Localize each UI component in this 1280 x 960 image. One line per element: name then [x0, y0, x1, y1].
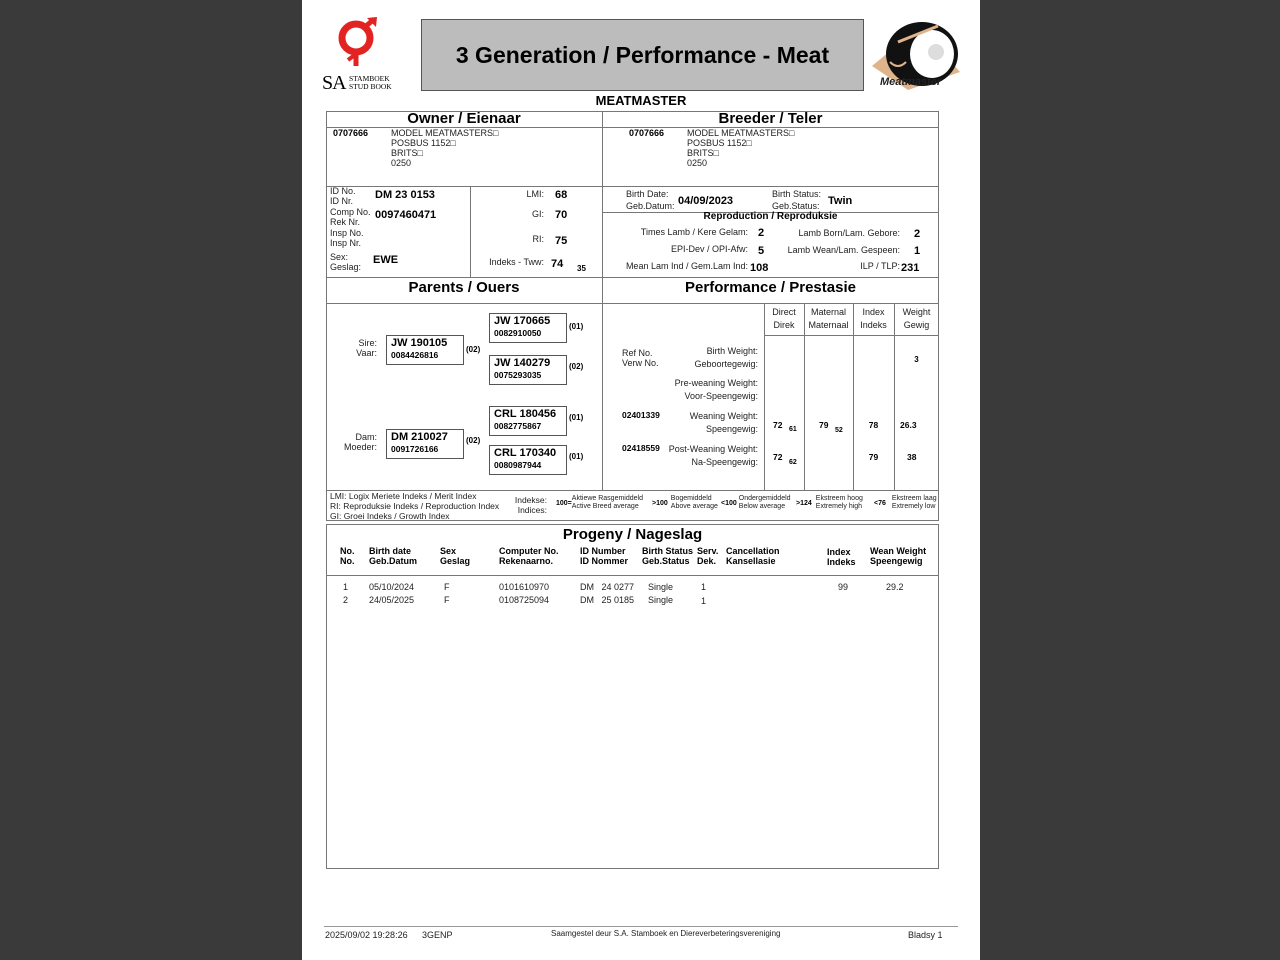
perf-row-postweaning: Post-Weaning Weight: Na-Speengewig: [668, 444, 758, 467]
computer-number: 0097460471 [375, 209, 437, 221]
birth-date: 04/09/2023 [678, 195, 734, 207]
studbook-symbol-icon [334, 16, 384, 72]
sa-studbook-logo: SA STAMBOEK STUD BOOK [322, 16, 398, 94]
owner-code: 0707666 [333, 128, 369, 138]
animal-id: DM 23 0153 [375, 189, 435, 201]
parents-heading: Parents / Ouers [408, 279, 520, 296]
legend-item: 100= Aktiewe Rasgemiddeld Active Breed average [556, 495, 643, 510]
footer-timestamp: 2025/09/02 19:28:26 [325, 930, 408, 940]
col-index: Index Indeks [860, 307, 887, 330]
lmi-value: 68 [555, 189, 568, 201]
footer-report-code: 3GENP [422, 930, 453, 940]
col-direct: Direct Direk [772, 307, 796, 330]
birth-status: Twin [828, 195, 853, 207]
col-maternal: Maternal Maternaal [808, 307, 849, 330]
perf-row-weaning: Weaning Weight: Speengewig: [689, 411, 758, 434]
tww-value: 74 [551, 258, 564, 270]
performance-heading: Performance / Prestasie [685, 279, 856, 296]
owner-address: MODEL MEATMASTERS□ POSBUS 1152□ BRITS□ 0250 [391, 128, 499, 168]
breeder-code: 0707666 [629, 128, 665, 138]
reproduction-heading: Reproduction / Reproduksie [703, 211, 838, 222]
sire-sire-box[interactable]: JW 170665 0082910050 [489, 313, 567, 343]
footer-compiled-by: Saamgestel deur S.A. Stamboek en Diereverbeteringsvereniging [551, 929, 781, 938]
gi-value: 70 [555, 209, 568, 221]
animal-sex: EWE [373, 254, 399, 266]
breeder-heading: Breeder / Teler [718, 110, 823, 127]
breeder-address: MODEL MEATMASTERS□ POSBUS 1152□ BRITS□ 0250 [687, 128, 795, 168]
mean-lam-value: 108 [750, 262, 769, 274]
postweaning-ref: 02418559 [622, 443, 660, 453]
tww-sub: 35 [577, 264, 586, 273]
sire-dam-box[interactable]: JW 140279 0075293035 [489, 355, 567, 385]
sire-box[interactable]: JW 190105 0084426816 [386, 335, 464, 365]
perf-row-birth: Birth Weight: Geboortegewig: [694, 346, 758, 369]
meatmaster-logo: Meatmaster [868, 18, 962, 92]
epi-value: 5 [758, 245, 765, 257]
dam-box[interactable]: DM 210027 0091726166 [386, 429, 464, 459]
lamb-born-value: 2 [914, 228, 921, 240]
breed-name: MEATMASTER [595, 93, 687, 108]
dam-sire-box[interactable]: CRL 180456 0082775867 [489, 406, 567, 436]
ri-value: 75 [555, 235, 568, 247]
progeny-heading: Progeny / Nageslag [562, 526, 703, 543]
owner-heading: Owner / Eienaar [407, 110, 521, 127]
report-title: 3 Generation / Performance - Meat [421, 19, 864, 91]
legend-item: >100 Bogemiddeld Above average [652, 495, 718, 510]
perf-row-preweaning: Pre-weaning Weight: Voor-Speengewig: [674, 378, 758, 401]
times-lamb-value: 2 [758, 227, 765, 239]
ilp-value: 231 [901, 262, 920, 274]
table-row[interactable]: 1 05/10/2024 F 0101610970 DM 24 0277 Single 1 99 29.2 [343, 582, 904, 592]
document-page: SA STAMBOEK STUD BOOK 3 Generation / Performance - Meat Meatmaster MEATMASTER Owner / Eienaar Breeder / Teler 0707666 MODEL MEATMASTERS□ POSBUS 1152□ BRITS□ 0250 0707666 MODEL MEATMASTERS□ POSBUS 1152□ BRITS□ 0250 ID No. ID Nr. DM 23 0153 Comp No. Rek Nr. 0097460471 Insp No. Insp Nr. Sex: Geslag: EWE LMI: 68 GI: 70 RI: 75 Indeks - Tww: 74 35 Birth Date: Geb.Datum: 04/09/2023 Birth Status: Geb.Status: Twin Reproduction / Reproduksie Times Lamb / Kere Gelam: 2 EPI-Dev / OPI-Afw: 5 Mean Lam Ind / Gem.Lam Ind: 108 Lamb Born/Lam. Gebore: 2 Lamb Wean/Lam. Gespeen: 1 ILP / TLP: 231 Parents / Ouers Performance / Prestasie Sire: Vaar: JW 190105 0084426816 (02) JW 170665 0082910050 (01) JW 140279 0075293035 (02) Dam: Moeder: DM 210027 0091726166 (02) CRL 180456 0082775867 (01) CRL 170340 0080987944 (01) Direct Direk Maternal Maternaal Index Indeks Weight Gewig Ref No. Verw No. Birth Weight: Geboortegewig: 3 Pre-weaning Weight: Voor-Speengewig: 02401339 Weaning Weight: Speengewig: 72 61 79 52 78 26.3 02418559 Post-Weaning Weight: Na-Speengewig: 72 62 79 38 LMI: Logix Meriete Indeks / Merit Index RI: Reproduksie Indeks / Reproduction Index GI: Groei Indeks / Growth Index Indekse: Indices: 100= Aktiewe Rasgemiddeld Active Breed average >100 Bogemiddeld Above average <100 Ondergemiddeld Below average >124 Ekstreem hoog Extremely high <76 Ekstreem laag Extremely low Progeny / Nageslag No. No. Birth date Geb.Datum Sex Geslag Computer No. Rekenaarno. ID Number ID Nommer Birth Status Geb.Status Serv. Dek. Cancellation Kansellasie Index Indeks Wean Weight Speengewig 1 05/10/2024 F 0101610970 DM 24 0277 Single 1 99 29.2 2 24/05/2025 F 0108725094 DM 25 0185 Single 1 2025/09/02 19:28:26 3GENP Saamgestel deur S.A. Stamboek en Diereverbeteringsvereniging Bladsy 1 [302, 0, 980, 960]
lamb-wean-value: 1 [914, 245, 921, 257]
legend-item: <76 Ekstreem laag Extremely low [874, 495, 937, 510]
col-weight: Weight Gewig [902, 307, 931, 330]
legend-item: <100 Ondergemiddeld Below average [721, 495, 791, 510]
dam-dam-box[interactable]: CRL 170340 0080987944 [489, 445, 567, 475]
footer-page-number: Bladsy 1 [908, 930, 943, 940]
legend-item: >124 Ekstreem hoog Extremely high [796, 495, 863, 510]
table-row[interactable]: 2 24/05/2025 F 0108725094 DM 25 0185 Single 1 [343, 595, 707, 606]
weaning-ref: 02401339 [622, 410, 660, 420]
